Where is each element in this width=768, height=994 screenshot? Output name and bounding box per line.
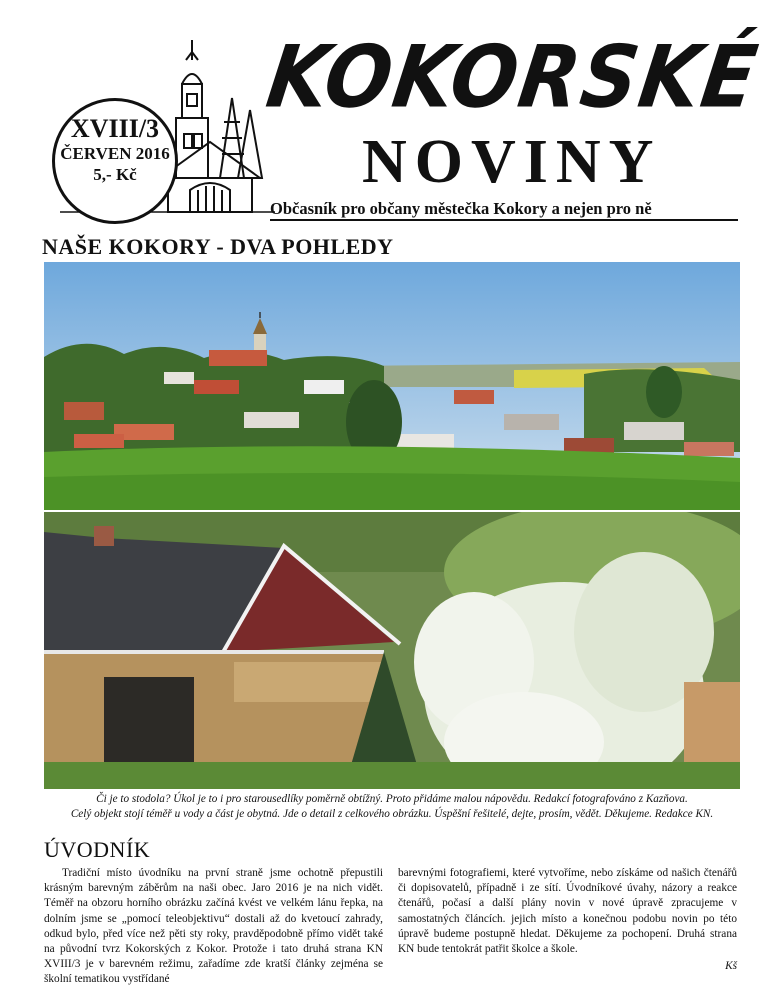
masthead-rule xyxy=(270,219,738,221)
village-panorama-photo xyxy=(44,262,740,510)
issue-price: 5,- Kč xyxy=(93,165,137,184)
logo-kokorske: KOKORSKÉ xyxy=(261,28,765,128)
page-headline: NAŠE KOKORY - DVA POHLEDY xyxy=(42,234,394,259)
article-title: ÚVODNÍK xyxy=(44,837,151,862)
article-paragraph-2: barevnými fotografiemi, které vytvoříme, nebo získáme od našich čtenářů či dopisovatelů, případně i ze sítí. Úvodníkové úvahy, názory a reakce čtenářů, počasí a další plány novin v nové úpravě zpracujeme v samostatných článcích. jejich místo a konečnou podobu novin po této úpravě budeme postupně hledat. Děkujeme za pochopení. Druhá strana KN bude tentokrát patřit školce a škole. xyxy=(398,867,737,956)
issue-month: ČERVEN 2016 xyxy=(60,144,170,163)
article-column-1 xyxy=(44,866,383,986)
caption-line-2: Celý objekt stojí téměř u vody a část je obytná. Jde o detail z celkového obrázku. Úspěšní řešitelé, dejte, prosím, vědět. Děkujeme. Redakce KN. xyxy=(70,808,714,820)
article-signature: Kš xyxy=(725,960,737,973)
photo-caption xyxy=(42,792,742,826)
article-column-2 xyxy=(398,866,737,986)
article-paragraph-1: Tradiční místo úvodníku na první straně jsme ochotně přepustili krásným barevným záběrům na naši obec. Jaro 2016 je na nich vidět. Téměř na obzoru horního obrázku začíná kvést ve velkém lánu řepka, na dolním jsme se „pomocí teleobjektivu“ dostali až do kvetoucí zahrady, odkud bylo, před více než pěti sty roky, pravděpodobně přímo vidět také na původní tvrz Kokorských z Kokor. Protože i tato druhá strana KN XVIII/3 je v barevném režimu, zařadíme zde kratší články zejména se školní tematikou vystřídané xyxy=(44,867,383,986)
issue-badge xyxy=(52,98,178,224)
issue-number: XVIII/3 xyxy=(70,114,160,143)
barn-blossom-photo xyxy=(44,512,740,789)
masthead-subtitle: Občasník pro občany městečka Kokory a nejen pro ně xyxy=(270,199,652,218)
caption-line-1: Či je to stodola? Úkol je to i pro starousedlíky poměrně obtížný. Proto přidáme malou nápovědu. Redakcí fotografováno z Kazňova. xyxy=(96,793,688,805)
logo-noviny: NOVINY xyxy=(362,128,662,196)
